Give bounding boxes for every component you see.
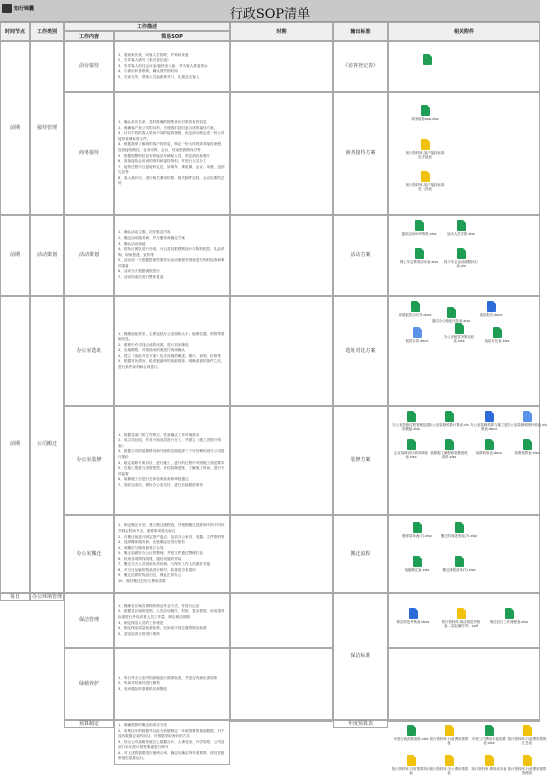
attachment-file-name: 知行资料库-行政费用预算表	[429, 737, 469, 746]
attachment-file-name: 年度行政预算表格.xlsx	[393, 737, 429, 741]
excel-file-icon	[455, 556, 464, 567]
pdf-file-icon	[407, 755, 416, 766]
excel-file-icon	[413, 522, 422, 533]
attachment-file-name: 知行资料库-月度预算执行表	[391, 767, 431, 776]
sop-steps	[114, 215, 230, 296]
attachments-cell	[388, 92, 540, 215]
sop-step: 1、看到来访者，向客人打招呼，并询问来意	[118, 52, 189, 57]
sop-steps	[114, 593, 230, 648]
attachment-file[interactable]	[397, 327, 437, 343]
period-cell	[230, 406, 333, 515]
attachments-cell	[388, 515, 540, 593]
excel-file-icon	[407, 411, 416, 422]
excel-file-icon	[445, 411, 454, 422]
attachment-file[interactable]	[397, 522, 437, 538]
attachment-file-name: 搬迁流程清单(7).xlsx	[442, 568, 476, 572]
attachment-file-name: 搬迁时间进度表(7).xlsx	[440, 534, 478, 538]
sop-step: 3、结合公司战略发展以上数据合计、人事变动、升学规划、公司及部门本年度计划等要素进行调节	[118, 739, 225, 750]
attachment-file-name: 通信办公地址比较表.xlsx	[431, 319, 471, 323]
excel-file-icon	[505, 608, 514, 619]
sop-step: 1、明确预算的概念和项目分类	[118, 723, 168, 727]
sop-steps	[114, 406, 230, 515]
attachment-file[interactable]	[391, 725, 431, 741]
word-file-icon	[523, 411, 532, 422]
work-content-cell: 办公室选址	[64, 296, 114, 406]
time-node-cell: 每日	[0, 593, 30, 601]
sop-step: 4、把执行团队进行分组，分日及其把观察设计与物料把控、礼品采购、现场搭建、宣传等	[118, 247, 225, 257]
time-node-cell: 前期	[0, 41, 30, 215]
attachment-file[interactable]	[507, 439, 547, 455]
sop-steps	[114, 720, 230, 765]
attachment-file-name: 电脑搬迁表.xlsx	[404, 568, 430, 572]
sop-step: 4、敲定装修方案以后，进行施工，进行的过程中对照施工规范要求	[118, 460, 225, 465]
excel-file-icon	[485, 725, 494, 736]
sop-step: 2、在搬迁前进行固定资产盘点，包括办公家具、电器、文件资料等	[118, 534, 225, 539]
attachment-file-name: 装修施工流程和装修进度清单.xlsx	[430, 451, 468, 460]
work-type-cell: 活动策划	[30, 215, 64, 296]
sop-step: 5、搬迁前做好办公区的整理，并把文件通过整理打包	[118, 551, 203, 556]
work-type-cell: 公司搬迁	[30, 296, 64, 593]
attachment-file-name: 选址对比表.xlsx	[484, 339, 510, 343]
attachment-file-name: 选址报告.docx	[479, 313, 503, 317]
sop-step: 4、根据我掌了解到的客户的信息，制定一份大体的商务接待流程，包括接待路径、业务安排、会议、结束旅游路线分等	[118, 142, 225, 152]
output-standard-cell: 搬迁流程	[333, 515, 388, 593]
attachments-cell	[388, 41, 540, 92]
word-file-icon	[485, 411, 494, 422]
attachment-file-name: 知行资料库-行政费用预算管理表	[507, 767, 547, 776]
header-attachments: 相关附件	[388, 22, 540, 41]
header-output-standard: 输出标准	[333, 22, 388, 41]
attachment-file[interactable]	[441, 248, 481, 269]
period-cell	[230, 648, 333, 720]
sop-steps	[114, 92, 230, 215]
sop-step: 4、与被访问者联系，确认预约的时间	[118, 69, 178, 74]
attachments-cell	[388, 296, 540, 406]
attachment-file-name: 保洁规范考核表.docx	[396, 620, 430, 624]
attachment-file-name: 通用活动SOP资料.xlsx	[401, 232, 437, 236]
sop-step: 4、到期后与服务商签订合同	[118, 545, 164, 550]
header-sop: 简易SOP	[114, 31, 230, 41]
sop-step: 6、装修竣工后进行总体验收检查和审批通过	[118, 477, 189, 482]
period-cell	[230, 41, 333, 92]
excel-file-icon	[457, 220, 466, 231]
excel-file-icon	[415, 248, 424, 259]
sop-step: 3、针对不同的客人采用不同的接待规格，但这部分制定成一份公司接待管理标准文件。	[118, 131, 225, 141]
sop-step: 3、实地勘察，对现场房的照进行现场确认	[118, 348, 185, 353]
excel-file-icon	[493, 327, 502, 338]
attachment-file-name: 办公室租赁决策比较表.xlsx	[443, 335, 475, 344]
sop-step: 4、制定保洁质量检查标准，比如说不同位置的保洁标准	[118, 626, 207, 631]
output-standard-cell: 保洁标准	[333, 593, 388, 720]
attachment-file[interactable]	[399, 220, 439, 236]
sop-step: 6、准备接待会用到的资料和接待物料，并进行人员分工	[118, 159, 207, 164]
attachment-file[interactable]	[405, 139, 445, 160]
attachment-file-name: 年度公司费用行政预算表.xlsx	[472, 737, 506, 746]
attachment-file-name: 办公室装修预算与施工进度表.docx	[470, 423, 508, 432]
sop-step: 3、根据公司的装修情况和外部供应商选择三个可信赖的设计公司进行报价	[118, 449, 225, 459]
attachment-file[interactable]	[429, 755, 469, 776]
output-standard-cell: 商务接待方案	[333, 92, 388, 215]
sop-step: 5、根据规整的信息安排接站车辆和人员，预定酒店和餐厅	[118, 153, 211, 158]
attachment-file[interactable]	[469, 755, 509, 771]
excel-file-icon	[407, 439, 416, 450]
sop-step: 4、建立《选址对比方案》包含房源的概述、图片、说明、价格等	[118, 353, 221, 358]
period-cell	[230, 215, 333, 296]
sop-step: 7、活动结束后进行整体复盘	[118, 274, 164, 279]
output-standard-cell: 活动方案	[333, 215, 388, 296]
sop-step: 8、客人离开后，进行相关费用结算，相关稿件存档，会议纪要的总结	[118, 175, 225, 186]
attachment-file[interactable]	[429, 725, 469, 746]
sop-step: 3、确认活动场地	[118, 241, 146, 246]
attachment-file-name: 知行资料库-费用成本表	[471, 767, 507, 771]
work-content-cell: 前台接待	[64, 41, 114, 92]
sop-step: 1、根据各部门的工作特点，性质确认工作环境需求	[118, 432, 200, 437]
sop-step: 8、对当日运输的物品进行核对，检查是否有损坏	[118, 567, 196, 572]
sop-step: 1、梳理选址需求，主要包括办公室面积大小、地理位置，预算等基础信息。	[118, 331, 225, 342]
sop-steps	[114, 296, 230, 406]
sop-steps	[114, 648, 230, 720]
excel-file-icon	[523, 439, 532, 450]
attachment-file-name: 活动人员安排.xlsx	[446, 232, 476, 236]
work-content-cell: 保洁管理	[64, 593, 114, 648]
sop-step: 2、联系中介寻找合适的房源，进行初步筛选	[118, 342, 189, 347]
attachment-file[interactable]	[431, 307, 471, 323]
word-file-icon	[413, 327, 422, 338]
sop-step: 1、确认来宾名单，及时准确的搜集来访对象的有效信息	[118, 120, 207, 125]
attachments-cell	[388, 215, 540, 296]
excel-file-icon	[447, 307, 456, 318]
work-type-cell: 办公环境管理	[31, 594, 62, 600]
attachment-file[interactable]	[395, 301, 435, 317]
header-work-content: 工作内容	[64, 31, 114, 41]
attachment-file[interactable]	[405, 105, 445, 121]
attachment-file[interactable]	[429, 411, 469, 427]
attachment-file[interactable]	[441, 220, 481, 236]
pdf-file-icon	[485, 755, 494, 766]
attachment-file[interactable]	[391, 439, 431, 460]
work-content-cell: 办公室装修	[64, 406, 114, 515]
sop-step: 2、引导客人填写《来访登记表》	[118, 58, 171, 63]
header-work-type: 工作类别	[30, 22, 64, 41]
sop-steps	[114, 515, 230, 593]
header-time-node: 时间节点	[0, 22, 30, 41]
sop-step: 2、成立项目组，并对小组成员进行分工，并建立《施工进度计划表》	[118, 438, 221, 448]
attachment-file-name: 装修验收表.docx	[475, 451, 503, 455]
output-standard-cell: 装修方案	[333, 406, 388, 515]
word-file-icon	[487, 301, 496, 312]
attachment-file-name: 知行资料库-行政费用预算汇总表	[507, 737, 547, 746]
excel-file-icon	[407, 725, 416, 736]
attachment-file-name: 网上年会策划活动表.xlsx	[399, 260, 439, 264]
excel-file-icon	[485, 439, 494, 450]
attachment-file[interactable]	[393, 608, 433, 624]
sop-step: 7、接待过程中注意接待礼仪，如乘车、乘电梯、会议、用餐、送别礼仪等	[118, 164, 225, 175]
pdf-file-icon	[445, 725, 454, 736]
period-cell	[230, 593, 333, 648]
attachment-file-name: 办公室装修过程管理及通知模板.xlsx	[392, 423, 430, 432]
pdf-file-icon	[523, 725, 532, 736]
output-standard-cell: 年度预算表	[333, 720, 388, 728]
pdf-file-icon	[445, 755, 454, 766]
attachment-file-name: 知行资料库-保洁规范考核表（实际操作考）.pdf	[441, 620, 481, 629]
work-content-cell: 办公室搬迁	[64, 515, 114, 593]
excel-file-icon	[457, 248, 466, 259]
sop-step: 1、制定搬迁计划，建立搬迁流程表，并根据搬迁进度和中的不同环节制定时间节点，重要事项需走标注	[118, 523, 225, 533]
attachment-file[interactable]	[441, 608, 481, 629]
attachment-file[interactable]	[489, 608, 529, 624]
sop-step: 7、验收完成后，做好办公室交付，进行后续跟进事务	[118, 482, 203, 487]
sop-step: 6、活动当天根据流程进行	[118, 269, 160, 274]
sop-step: 2、收集往年的数据并以此为依据制定一年度预算的基础数据，对于没有数据记录的项目，可根据采取询价的方式	[118, 728, 225, 739]
sop-step: 5、活动前一天根据搭建效果作出活动流程安排表进行物料检查和事项准备	[118, 258, 225, 268]
sop-step: 9、搬迁后做好物品归位，保证正常办公	[118, 573, 182, 578]
attachment-file[interactable]	[429, 439, 469, 460]
work-type-cell: 接待管理	[30, 41, 64, 215]
sop-step: 1、每日对办公室内的绿植进行照看检查，并是否有病虫害现象	[118, 675, 218, 680]
period-cell	[230, 92, 333, 215]
sop-step: 10、做好搬迁总结与费用清算	[118, 579, 166, 584]
attachments-cell	[388, 648, 540, 720]
sop-step: 2、每周对枯黄叶进行修剪	[118, 681, 160, 686]
attachment-file-name: 线下年会活动流程执行表.xls	[444, 260, 478, 269]
attachments-cell	[388, 720, 547, 776]
attachment-file-name: 企业装修设计需求调查表.xlsx	[394, 451, 428, 460]
pdf-file-icon	[523, 755, 532, 766]
attachment-file[interactable]	[407, 54, 447, 66]
excel-file-icon	[415, 220, 424, 231]
attachment-file[interactable]	[439, 323, 479, 344]
excel-file-icon	[421, 105, 430, 116]
header-period: 时期	[230, 22, 333, 41]
output-standard-cell: 选址对比方案	[333, 296, 388, 406]
attachment-file-name: 保洁员日工作流程表.xlsx	[489, 620, 529, 624]
attachments-cell	[388, 406, 547, 515]
sop-step: 2、确定活动服务商，并与服务商确定方案	[118, 236, 185, 241]
attachment-file[interactable]	[507, 725, 547, 746]
attachment-file[interactable]	[397, 556, 437, 572]
sop-steps	[114, 41, 230, 92]
sop-step: 3、有问题及时联系供应商整改	[118, 686, 168, 691]
period-cell	[230, 720, 333, 722]
attachment-file[interactable]	[439, 556, 479, 572]
attachment-file[interactable]	[507, 755, 547, 776]
attachment-file[interactable]	[507, 411, 547, 427]
work-content-cell: 商务接待	[64, 92, 114, 215]
attachment-file[interactable]	[469, 725, 509, 746]
attachment-file[interactable]	[405, 171, 445, 192]
attachment-file[interactable]	[391, 755, 431, 776]
sop-step: 5、交谈完毕，帮客人关起座椅并门，礼貌送走客人	[118, 74, 200, 79]
brand-name: 知行锦囊	[14, 6, 35, 12]
excel-file-icon	[423, 54, 432, 65]
attachment-file[interactable]	[477, 327, 517, 343]
sop-step: 3、选择搬家服务商，比较确定后进行报价	[118, 540, 185, 545]
title-bar	[0, 0, 540, 22]
sop-step: 7、搬迁当天人员到场负责协调，与保安工作人员做好对接	[118, 562, 211, 567]
work-content-cell: 绿植养护	[64, 648, 114, 720]
attachment-file-name: 知行资料库-客户接待标准化（挡表	[405, 183, 445, 192]
header-work-desc: 工作描述	[64, 22, 230, 31]
attachment-file[interactable]	[469, 439, 509, 455]
attachment-file-name: 办公室装修预算计算表.xls	[429, 423, 469, 427]
attachment-file[interactable]	[471, 301, 511, 317]
work-content-cell: 预算制定	[64, 720, 114, 728]
sop-step: 5、在施工推进与进度把控，评估装修进度，了解施工时间，进行专项监督	[118, 466, 225, 476]
excel-file-icon	[445, 439, 454, 450]
sop-step: 1、梳理各区域各事物的保洁作业方式，并进行记录	[118, 603, 200, 608]
excel-file-icon	[411, 301, 420, 312]
attachment-file[interactable]	[439, 522, 479, 538]
attachment-file-name: 商务接待sop.xlsx	[411, 117, 439, 121]
output-standard-cell: 《访客登记表》	[333, 41, 388, 92]
attachment-file[interactable]	[469, 411, 509, 432]
attachment-file-name: 知行资料库-客户接待标准化手续表	[405, 151, 445, 160]
work-content-cell: 活动策划	[64, 215, 114, 296]
attachments-cell	[388, 593, 540, 648]
excel-file-icon	[413, 556, 422, 567]
word-file-icon	[409, 608, 418, 619]
attachment-file-name: 知行资料库-办公费用预算表	[429, 767, 469, 776]
sop-step: 6、检查各项网线线缆，通信设施的安装	[118, 556, 182, 561]
sop-step: 1、确认活动主题、初步框定内容	[118, 230, 171, 235]
sop-step: 5、根据对比情况，给老板最终的选址推荐，明确老板的条件之后，进行条件谈判和合同签订。	[118, 359, 225, 369]
period-cell	[230, 296, 333, 406]
attachment-file[interactable]	[399, 248, 439, 264]
attachment-file-name: 装修预算表.xlsx	[514, 451, 540, 455]
attachment-file[interactable]	[391, 411, 431, 432]
sop-step: 3、制定保洁人员的工作规范	[118, 620, 164, 625]
attachment-file-name: 搬家清单表(7).xlsx	[402, 534, 432, 538]
pdf-file-icon	[457, 608, 466, 619]
pdf-file-icon	[421, 139, 430, 150]
document-title: 行政SOP清单	[229, 7, 311, 22]
sop-step: 5、清洁检查日常进行维持	[118, 631, 160, 636]
sop-step: 4、对上述的数据进行最终合审，确定后确定每年度预算，再经老板审批后批准运行。	[118, 750, 225, 761]
sop-step: 2、明确客户来公司的目的，方便我们及时更合适的接待方案。	[118, 125, 218, 130]
excel-file-icon	[455, 323, 464, 334]
period-cell	[230, 515, 333, 593]
time-node-cell: 前期	[0, 215, 30, 296]
sop-step: 3、引导客人前往会议室/接待室入座，并为客人准备茶水	[118, 63, 208, 68]
time-node-cell: 前期	[0, 296, 30, 593]
attachment-file-name: 办公室装修明细价格表.xls	[507, 423, 547, 427]
pdf-file-icon	[421, 171, 430, 182]
sop-step: 2、根据各区域的范围、人员活动频次、材质、复杂程度，形成指导标准进行外包或者人员工作量，制定保洁周期	[118, 609, 225, 619]
attachment-file-name: 房屋租赁合同书.docx	[398, 313, 432, 317]
excel-file-icon	[455, 522, 464, 533]
attachment-file-name: 租赁合同.docx	[405, 339, 429, 343]
